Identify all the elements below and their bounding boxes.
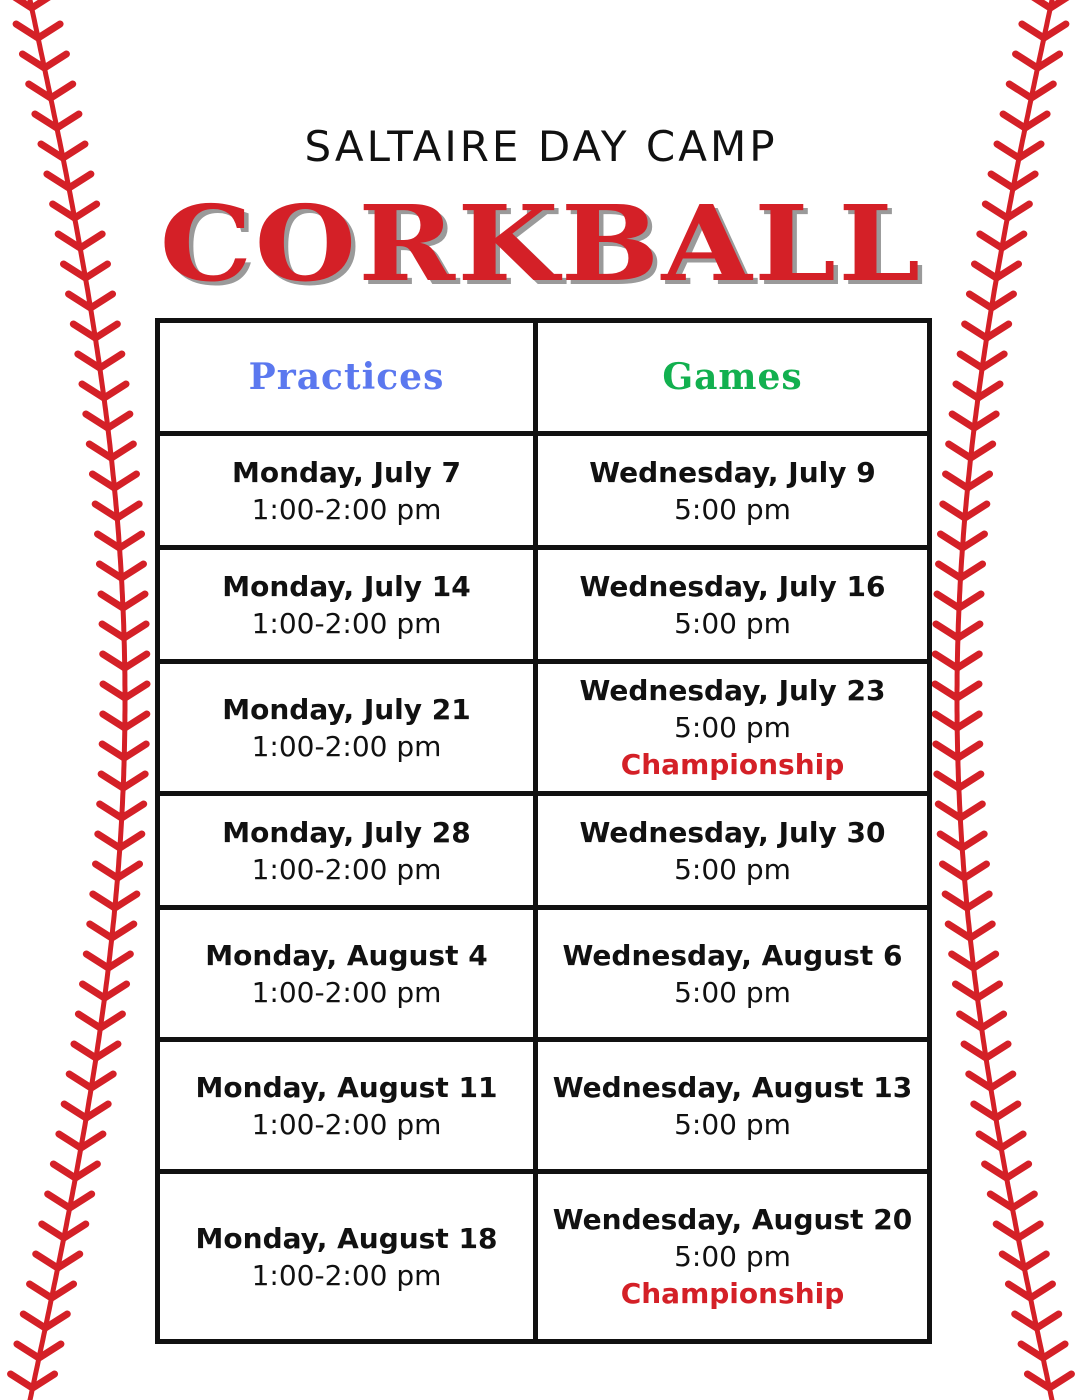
championship-label: Championship <box>620 1277 845 1310</box>
schedule-row <box>158 794 930 908</box>
practice-date: Monday, July 28 <box>222 815 471 849</box>
game-cell <box>536 434 930 548</box>
practice-cell <box>158 794 536 908</box>
game-cell <box>536 794 930 908</box>
practice-cell <box>158 908 536 1040</box>
game-date: Wednesday, July 16 <box>579 569 886 603</box>
game-cell <box>536 548 930 662</box>
practice-cell <box>158 662 536 794</box>
schedule-row <box>158 1172 930 1342</box>
game-cell <box>536 908 930 1040</box>
practice-date: Monday, August 11 <box>195 1070 498 1104</box>
camp-name: SALTAIRE DAY CAMP <box>304 122 778 171</box>
game-time: 5:00 pm <box>674 606 791 640</box>
game-date: Wednesday, July 23 <box>579 674 886 707</box>
practice-time: 1:00-2:00 pm <box>251 1258 442 1292</box>
practice-date: Monday, July 21 <box>222 692 471 726</box>
schedule-row <box>158 662 930 794</box>
practice-time: 1:00-2:00 pm <box>251 975 442 1009</box>
practice-time: 1:00-2:00 pm <box>251 1107 442 1141</box>
schedule-row <box>158 548 930 662</box>
game-date: Wednesday, August 6 <box>562 938 903 972</box>
game-date: Wednesday, July 30 <box>579 815 886 849</box>
practice-time: 1:00-2:00 pm <box>251 606 442 640</box>
game-time: 5:00 pm <box>674 492 791 526</box>
game-date: Wendesday, August 20 <box>552 1203 913 1236</box>
game-time: 5:00 pm <box>674 852 791 886</box>
game-date: Wednesday, July 9 <box>589 455 876 489</box>
practice-time: 1:00-2:00 pm <box>251 729 442 763</box>
schedule-header-row <box>158 321 930 434</box>
championship-label: Championship <box>620 748 845 781</box>
game-date: Wednesday, August 13 <box>552 1070 913 1104</box>
schedule-table <box>155 318 932 1344</box>
game-cell <box>536 1172 930 1342</box>
poster-title: CORKBALL <box>159 182 923 305</box>
game-cell <box>536 662 930 794</box>
game-time: 5:00 pm <box>674 711 791 744</box>
practice-cell <box>158 1172 536 1342</box>
game-time: 5:00 pm <box>674 1107 791 1141</box>
game-time: 5:00 pm <box>674 1240 791 1273</box>
games-column-header: Games <box>536 321 930 434</box>
schedule-row <box>158 434 930 548</box>
practice-date: Monday, August 18 <box>195 1221 498 1255</box>
practice-date: Monday, July 7 <box>231 455 461 489</box>
schedule-row <box>158 908 930 1040</box>
schedule-row <box>158 1040 930 1172</box>
practice-cell <box>158 548 536 662</box>
practice-date: Monday, August 4 <box>205 938 488 972</box>
practices-column-header: Practices <box>158 321 536 434</box>
practice-cell <box>158 1040 536 1172</box>
practice-time: 1:00-2:00 pm <box>251 852 442 886</box>
practice-cell <box>158 434 536 548</box>
game-cell <box>536 1040 930 1172</box>
game-time: 5:00 pm <box>674 975 791 1009</box>
practice-time: 1:00-2:00 pm <box>251 492 442 526</box>
practice-date: Monday, July 14 <box>222 569 471 603</box>
